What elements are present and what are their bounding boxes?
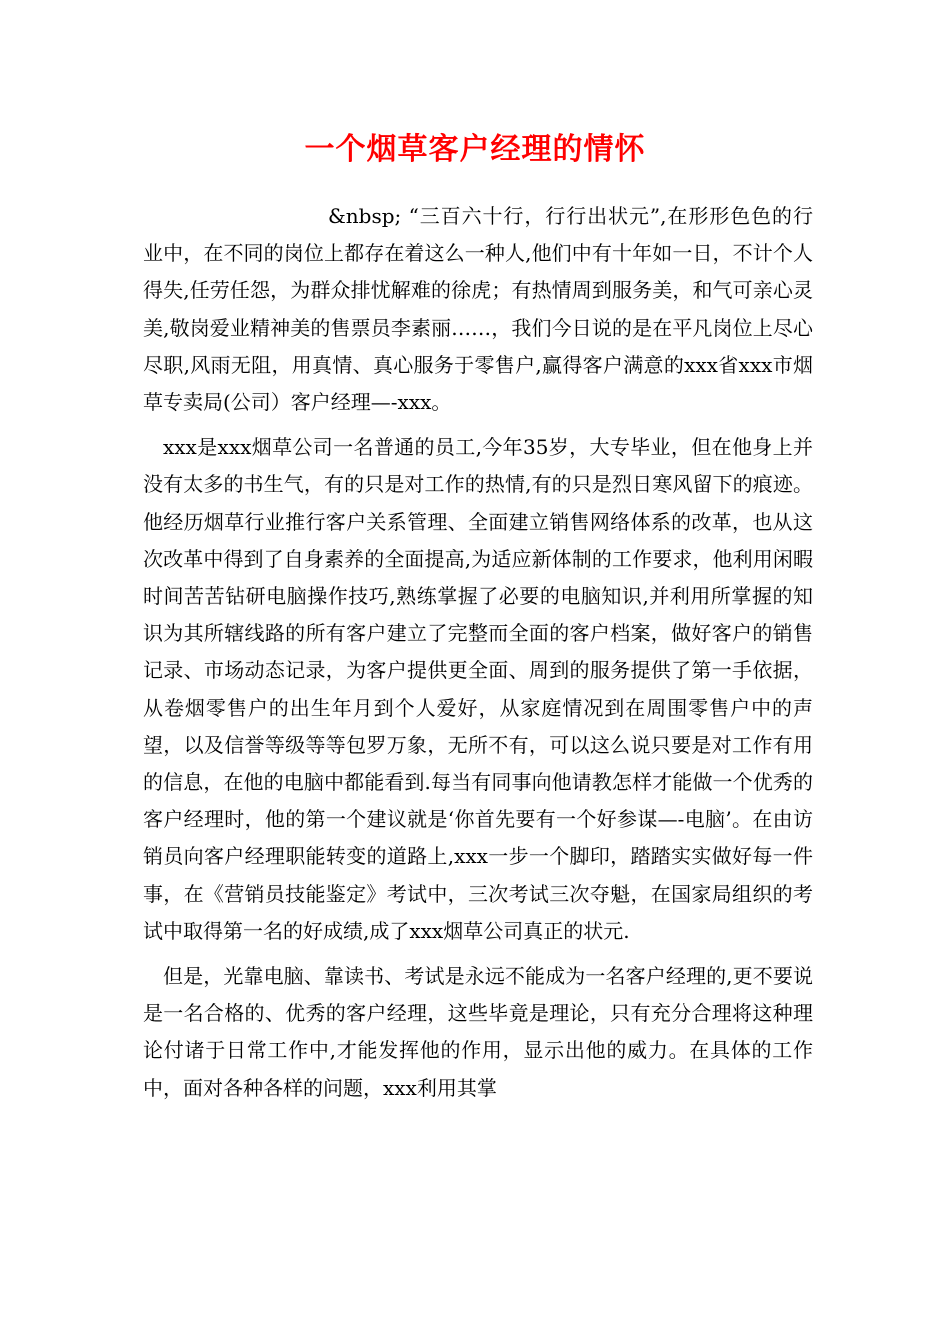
document-body — [143, 198, 813, 1115]
paragraph-1: &nbsp; “三百六十行，行行出状元”,在形形色色的行业中，在不同的岗位上都存在着这么一种人,他们中有十年如一日，不计个人得失,任劳任怨，为群众排忧解难的徐虎；有热情周到服务美，和气可亲心灵美,敬岗爱业精神美的售票员李素丽……，我们今日说的是在平凡岗位上尽心尽职,风雨无阻，用真情、真心服务于零售户,赢得客户满意的xxx省xxx市烟草专卖局(公司）客户经理—-xxx。 — [143, 204, 813, 415]
paragraph-2: xxx是xxx烟草公司一名普通的员工,今年35岁，大专毕业，但在他身上并没有太多的书生气，有的只是对工作的热情,有的只是烈日寒风留下的痕迹。他经历烟草行业推行客户关系管理、全面建立销售网络体系的改革，也从这次改革中得到了自身素养的全面提高,为适应新体制的工作要求，他利用闲暇时间苦苦钻研电脑操作技巧,熟练掌握了必要的电脑知识,并利用所掌握的知识为其所辖线路的所有客户建立了完整而全面的客户档案，做好客户的销售记录、市场动态记录，为客户提供更全面、周到的服务提供了第一手依据，从卷烟零售户的出生年月到个人爱好，从家庭情况到在周围零售户中的声望，以及信誉等级等等包罗万象，无所不有，可以这么说只要是对工作有用的信息，在他的电脑中都能看到.每当有同事向他请教怎样才能做一个优秀的客户经理时，他的第一个建议就是‘你首先要有一个好参谋—-电脑’。在由访销员向客户经理职能转变的道路上,xxx一步一个脚印，踏踏实实做好每一件事，在《营销员技能鉴定》考试中，三次考试三次夺魁，在国家局组织的考试中取得第一名的好成绩,成了xxx烟草公司真正的状元. — [143, 435, 813, 943]
document-title: 一个烟草客户经理的情怀 — [304, 132, 646, 167]
paragraph-3: 但是，光靠电脑、靠读书、考试是永远不能成为一名客户经理的,更不要说是一名合格的、优秀的客户经理，这些毕竟是理论，只有充分合理将这种理论付诸于日常工作中,才能发挥他的作用，显示出他的威力。在具体的工作中，面对各种各样的问题，xxx利用其掌 — [143, 964, 813, 1100]
